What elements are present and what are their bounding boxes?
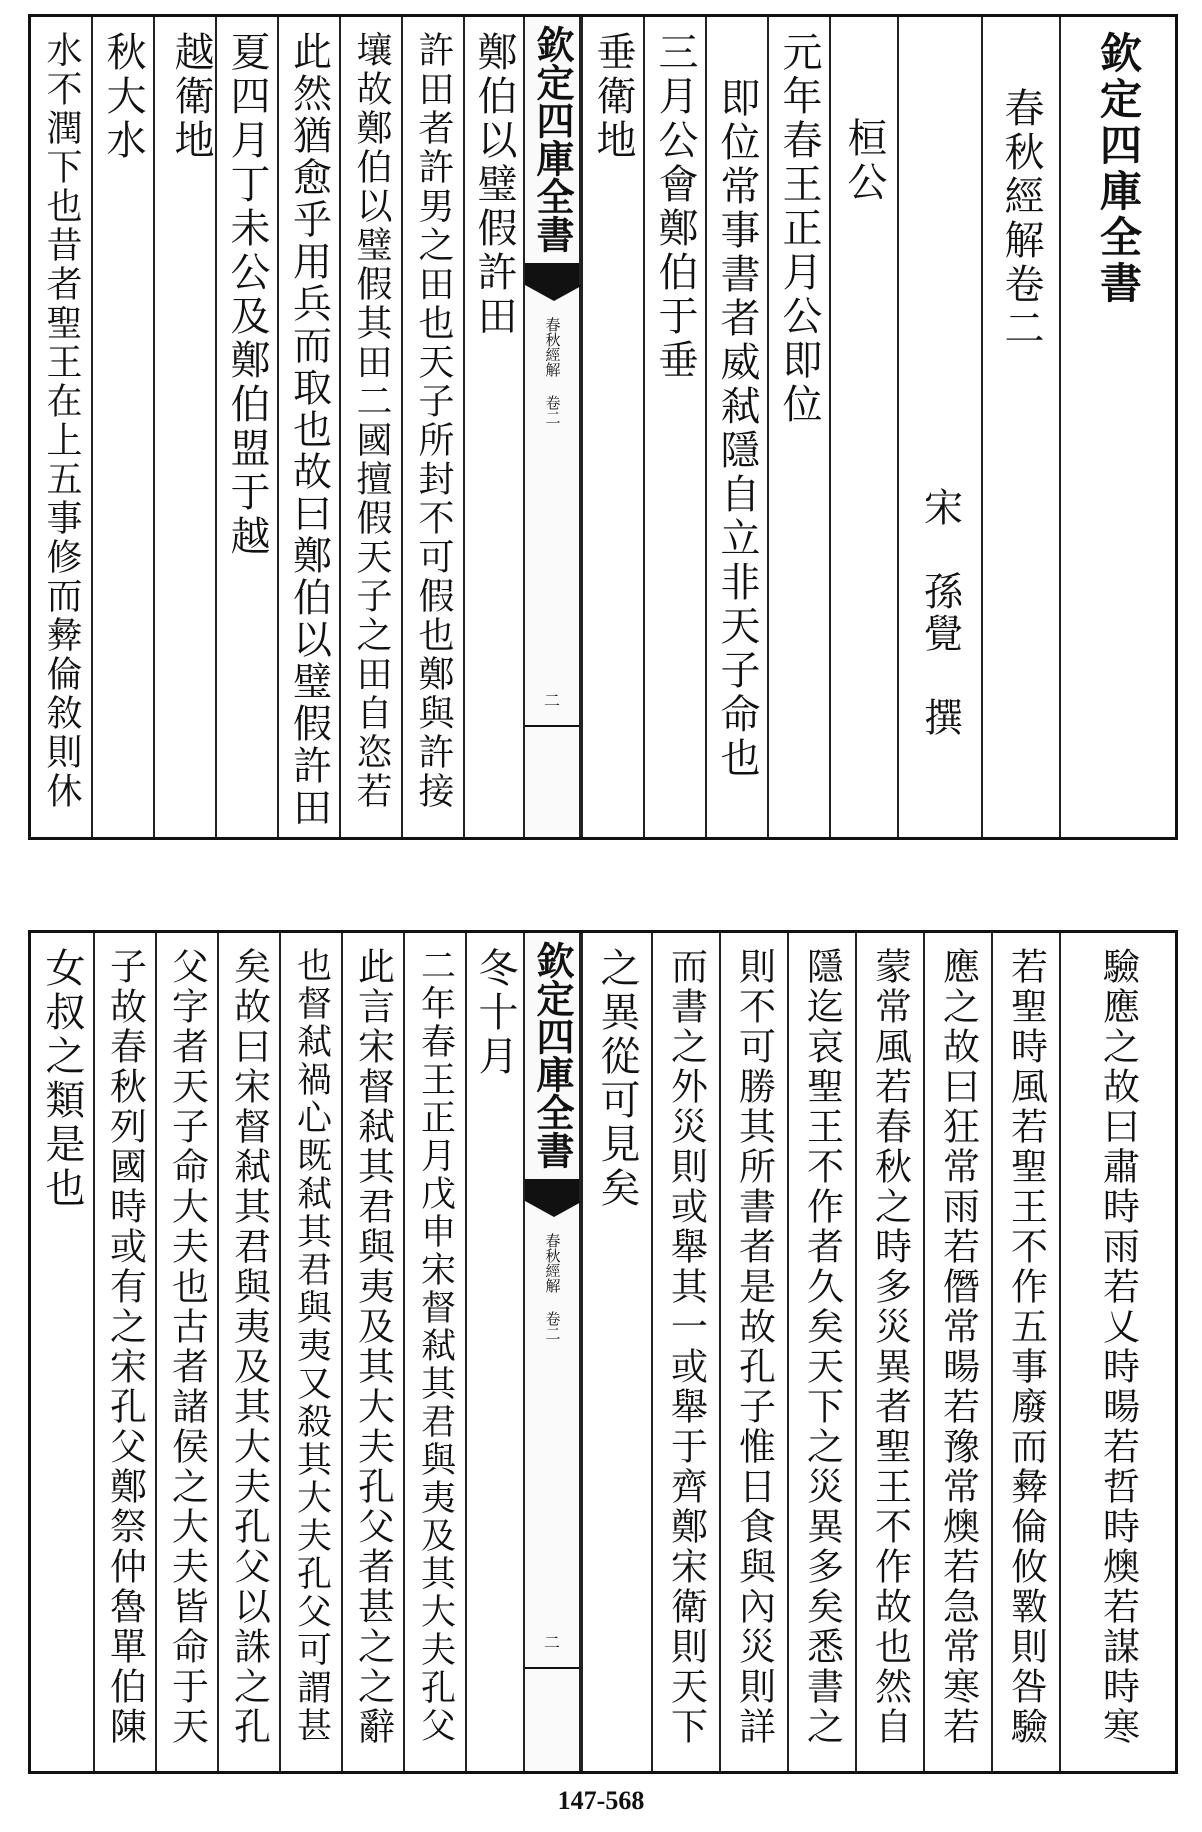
column-text: 壤故鄭伯以璧假其田二國擅假天子之田自恣若: [351, 31, 392, 811]
bottom-page: [28, 930, 1178, 1774]
column-text: 此言宋督弒其君與夷及其大夫孔父者甚之之辭: [351, 947, 395, 1747]
fold-subtitle: 春秋經解 卷二: [543, 317, 562, 425]
text-column: [463, 17, 523, 837]
library-title-column: [1059, 17, 1175, 837]
column-text: 越衛地: [168, 31, 214, 163]
fold-page-number: 二: [543, 1633, 561, 1652]
column-text: 冬十月: [472, 947, 518, 1079]
column-text: 也督弒禍心既弒其君與夷又殺其大夫孔父可謂甚: [291, 947, 332, 1745]
text-column: [581, 17, 643, 837]
text-column: [1059, 933, 1175, 1771]
column-text: 垂衛地: [590, 31, 636, 163]
text-column: [31, 17, 91, 837]
column-text: 秋大水: [100, 31, 146, 163]
column-text: 鄭伯以璧假許田: [471, 31, 517, 339]
text-column: [581, 933, 651, 1771]
text-column: [465, 933, 523, 1771]
text-column: [155, 933, 217, 1771]
column-text: 矣故曰宋督弒其君與夷及其大夫孔父以誅之孔: [227, 947, 271, 1747]
fishtail-mark: [525, 1179, 579, 1201]
library-title: 欽定四庫全書: [1094, 31, 1143, 307]
top-page: [28, 14, 1178, 840]
center-fold: [523, 933, 581, 1771]
page-footer-number: 147-568: [557, 1786, 645, 1815]
fold-subtitle: 春秋經解 卷二: [543, 1233, 562, 1341]
text-column: [217, 933, 279, 1771]
text-column: [855, 933, 923, 1771]
column-text: 夏四月丁未公及鄭伯盟于越: [224, 31, 270, 559]
text-column: [705, 17, 767, 837]
column-text: 許田者許男之田也天子所封不可假也鄭與許接: [413, 31, 454, 811]
text-column: [651, 933, 719, 1771]
column-text: 隱迄哀聖王不作者久矣天下之災異多矣悉書之: [800, 947, 844, 1747]
column-text: 父字者天子命大夫也古者諸侯之大夫皆命于天: [165, 947, 209, 1747]
column-text: 子故春秋列國時或有之宋孔父鄭祭仲魯單伯陳: [103, 947, 147, 1747]
column-text: 蒙常風若春秋之時多災異者聖王不作故也然自: [868, 947, 912, 1747]
text-column: [339, 17, 401, 837]
column-text: 三月公會鄭伯于垂: [652, 31, 698, 383]
text-column: [93, 933, 155, 1771]
column-text: 女叔之類是也: [39, 947, 85, 1211]
column-text: 即位常事書者威弒隱自立非天子命也: [714, 77, 760, 781]
column-text: 若聖時風若聖王不作五事廢而彜倫攸斁則咎驗: [1004, 947, 1048, 1747]
column-text: 水不潤下也昔者聖王在上五事修而彜倫敘則休: [41, 31, 82, 811]
fishtail-mark: [525, 263, 579, 285]
text-column: [277, 17, 339, 837]
column-text: 則不可勝其所書者是故孔子惟日食與內災則詳: [732, 947, 776, 1747]
text-column: [787, 933, 855, 1771]
text-column: [923, 933, 991, 1771]
text-column: [401, 17, 463, 837]
text-column: [991, 933, 1059, 1771]
column-text: 二年春王正月戊申宋督弒其君與夷及其大夫孔父: [415, 947, 456, 1745]
text-column: [719, 933, 787, 1771]
column-text: 桓公: [841, 117, 887, 205]
fold-rule: [525, 725, 579, 727]
column-text: 之異從可見矣: [594, 947, 640, 1211]
text-column: [981, 17, 1059, 837]
fold-rule: [525, 1667, 579, 1669]
fold-title: 欽定四庫全書: [530, 941, 575, 1169]
text-column: [31, 933, 93, 1771]
column-text: 驗應之故曰肅時雨若乂時暘若哲時燠若謀時寒: [1096, 947, 1140, 1747]
text-column: [279, 933, 341, 1771]
text-column: [829, 17, 897, 837]
text-column: [153, 17, 215, 837]
column-text: 而書之外災則或舉其一或舉于齊鄭宋衛則天下: [664, 947, 708, 1747]
column-text: 元年春王正月公即位: [776, 31, 822, 427]
text-column: [767, 17, 829, 837]
text-column: [643, 17, 705, 837]
center-fold: [523, 17, 581, 837]
column-text: 此然猶愈乎用兵而取也故曰鄭伯以璧假許田: [286, 31, 332, 829]
text-column: [403, 933, 465, 1771]
fold-page-number: 二: [543, 691, 561, 710]
author-column: [897, 17, 981, 837]
column-text: 應之故曰狂常雨若僭常暘若豫常燠若急常寒若: [936, 947, 980, 1747]
text-column: [91, 17, 153, 837]
text-column: [215, 17, 277, 837]
author-text: 宋 孫覺 撰: [917, 487, 963, 739]
fold-title: 欽定四庫全書: [530, 25, 575, 253]
book-title: 春秋經解卷二: [998, 87, 1044, 351]
text-column: [341, 933, 403, 1771]
